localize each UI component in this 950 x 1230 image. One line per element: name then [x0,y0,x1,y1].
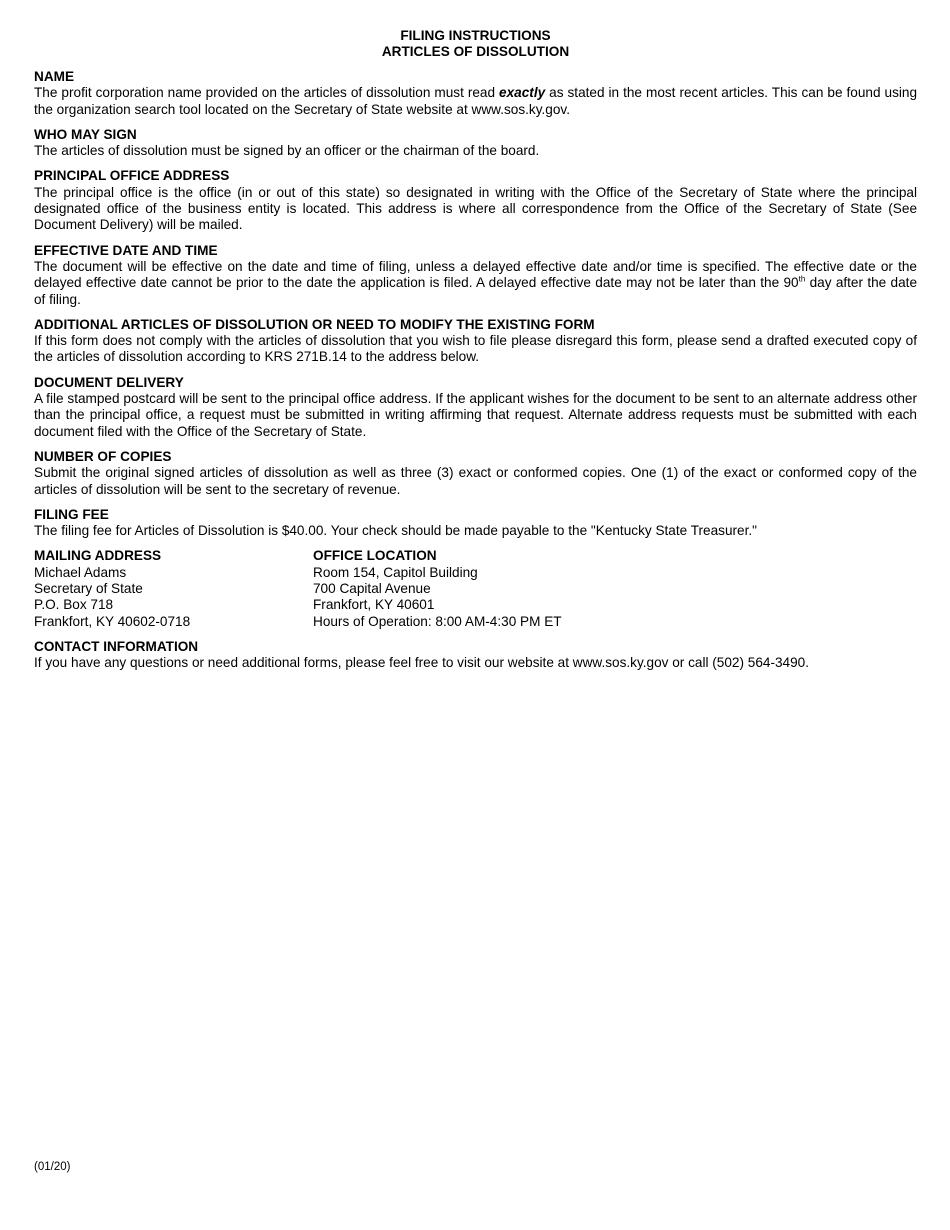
section-text: A file stamped postcard will be sent to the principal office address. If the applicant wishes for the document to be sent to an alternate address other than the principal office, a request must be submitted in writing affirming that request. Alternate address requests must be submitted with each document filed with the Office of the Secretary of State. [34,391,917,439]
section-heading: FILING FEE [34,506,109,522]
instructions-page [34,28,917,672]
section-heading: ADDITIONAL ARTICLES OF DISSOLUTION OR NEED TO MODIFY THE EXISTING FORM [34,316,595,332]
section-number-of-copies [34,449,917,498]
section-additional [34,317,917,366]
address-line: Frankfort, KY 40601 [313,597,435,613]
section-heading: EFFECTIVE DATE AND TIME [34,242,218,258]
section-name [34,69,917,118]
section-heading: OFFICE LOCATION [313,548,437,564]
address-line: Secretary of State [34,581,143,597]
address-line: 700 Capital Avenue [313,581,431,597]
address-line: Room 154, Capitol Building [313,564,478,580]
revision-date: (01/20) [34,1161,71,1173]
office-location [313,548,917,629]
section-text [34,259,917,308]
section-text: If this form does not comply with the articles of dissolution that you wish to file please disregard this form, please send a drafted executed copy of the articles of dissolution according to KRS 271B.14 to the address below. [34,333,917,365]
section-text: The principal office is the office (in or out of this state) so designated in writing with the Office of the Secretary of State where the principal designated office of the business entity is located. This address is where all correspondence from the Office of the Secretary of State (See Document Delivery) will be mailed. [34,184,917,233]
section-text: The articles of dissolution must be signed by an officer or the chairman of the board. [34,143,540,159]
section-heading: PRINCIPAL OFFICE ADDRESS [34,168,230,184]
section-effective-date [34,243,917,308]
address-line: Frankfort, KY 40602-0718 [34,613,191,629]
address-columns [34,548,917,629]
address-line: Hours of Operation: 8:00 AM-4:30 PM ET [313,613,562,629]
section-heading: WHO MAY SIGN [34,126,137,142]
section-heading: MAILING ADDRESS [34,548,162,564]
section-principal-office [34,168,917,233]
address-line: P.O. Box 718 [34,597,114,613]
text-part: as stated in the most recent articles. This can be found using the organization search tool located on the Secretary of State website at www.sos.ky.gov. [34,85,918,117]
address-line: Michael Adams [34,564,127,580]
text-part: The profit corporation name provided on the articles of dissolution must read [34,85,500,101]
section-heading: NAME [34,69,75,84]
section-heading: NUMBER OF COPIES [34,448,172,464]
emphasis-text: exactly [499,85,546,101]
section-text: The filing fee for Articles of Dissolution is $40.00. Your check should be made payable to the "Kentucky State Treasurer." [34,523,757,539]
section-filing-fee [34,507,917,540]
document-title [34,28,917,60]
section-who-may-sign [34,127,917,160]
section-document-delivery [34,375,917,440]
title-line-1: FILING INSTRUCTIONS [400,28,551,43]
section-heading: CONTACT INFORMATION [34,638,199,654]
section-text: If you have any questions or need additional forms, please feel free to visit our website at www.sos.ky.gov or call (502) 564-3490. [34,655,810,671]
title-line-2: ARTICLES OF DISSOLUTION [381,44,570,59]
mailing-address [34,548,313,629]
section-text [34,85,917,118]
text-part: day after the date of filing. [34,275,917,307]
section-contact [34,639,917,672]
superscript: th [798,274,806,284]
section-text: Submit the original signed articles of dissolution as well as three (3) exact or conformed copies. One (1) of the exact or conformed copy of the articles of dissolution will be sent to the secretary of revenue. [34,465,917,497]
text-part: The document will be effective on the date and time of filing, unless a delayed effective date and/or time is specified. The effective date or the delayed effective date cannot be prior to the date the application is filed. A delayed effective date may not be later than the 90 [34,258,917,291]
section-heading: DOCUMENT DELIVERY [34,374,184,390]
